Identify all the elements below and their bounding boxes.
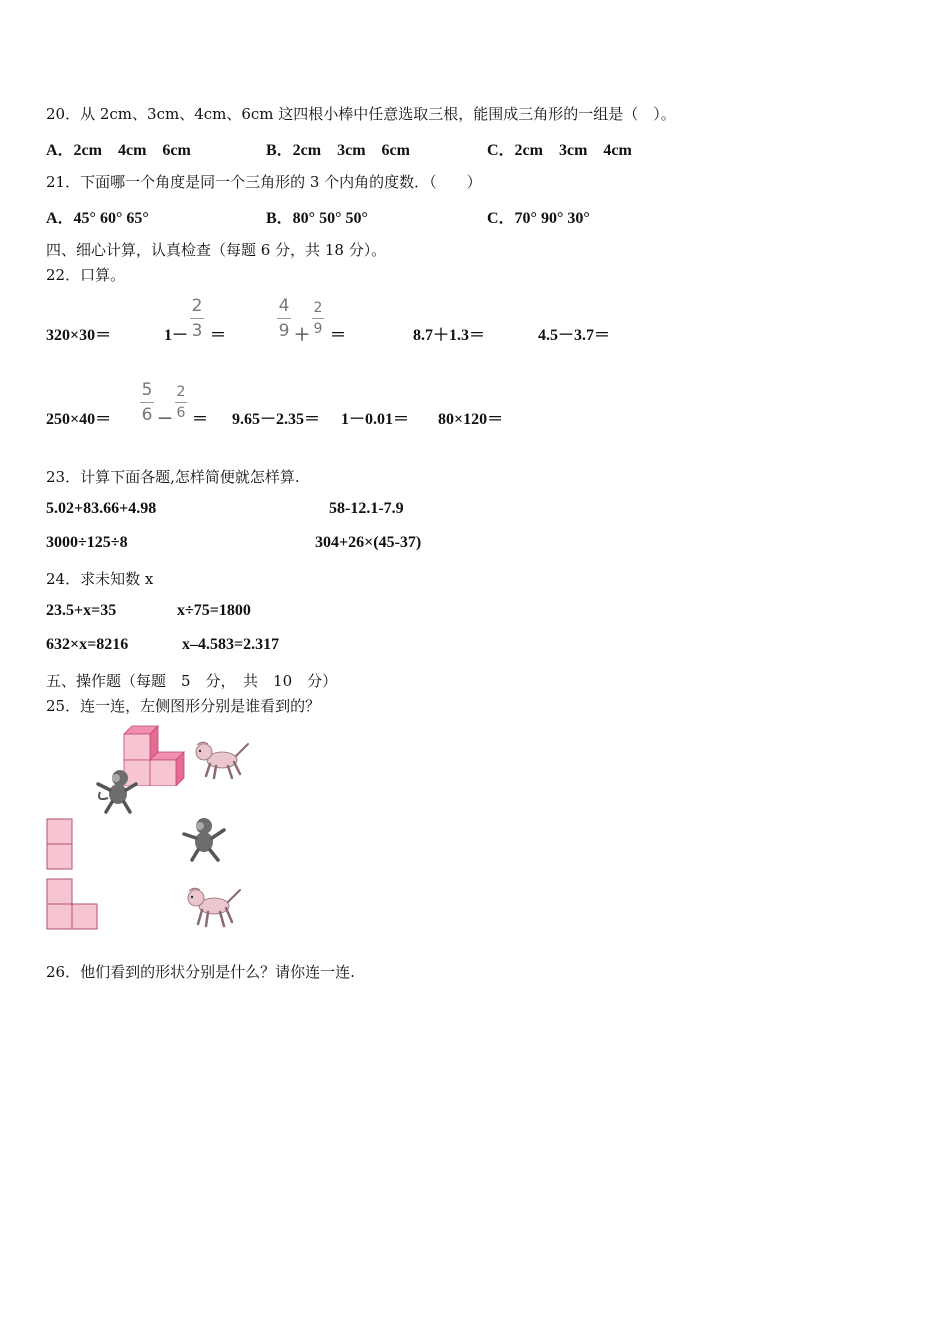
fraction-denominator: 3 xyxy=(191,321,203,341)
monkey-icon[interactable] xyxy=(180,816,228,862)
fraction-denominator: 6 xyxy=(176,405,186,421)
q22-row1-b-fraction xyxy=(190,296,204,341)
side-view-shape-option[interactable] xyxy=(46,878,100,932)
fraction-numerator: 2 xyxy=(191,296,203,316)
q24-stem: 24．求未知数 x xyxy=(46,570,154,588)
q22-row2-e: 80×120＝ xyxy=(438,411,504,428)
q22-row1-c-fraction-1 xyxy=(277,296,291,341)
fraction-denominator: 9 xyxy=(313,321,323,337)
q22-row1-c-plus: ＋ xyxy=(294,327,311,344)
fraction-bar xyxy=(277,318,291,319)
q24-item-4: x–4.583=2.317 xyxy=(182,636,280,653)
q22-row1-b-equals: ＝ xyxy=(210,327,227,344)
fraction-bar xyxy=(190,318,204,319)
q21-stem: 21．下面哪一个角度是同一个三角形的 3 个内角的度数．（ ） xyxy=(46,173,482,191)
fraction-bar xyxy=(140,402,154,403)
fraction-bar xyxy=(175,402,187,403)
fraction-numerator: 2 xyxy=(176,384,186,400)
q22-row1-d: 8.7＋1.3＝ xyxy=(413,327,486,344)
q22-row2-b-minus: － xyxy=(157,411,174,428)
q20-option-a[interactable]: A．2cm 4cm 6cm xyxy=(46,142,191,159)
q20-option-c[interactable]: C．2cm 3cm 4cm xyxy=(487,142,632,159)
q24-item-1: 23.5+x=35 xyxy=(46,602,117,619)
fraction-denominator: 6 xyxy=(141,405,153,425)
q22-row2-b-fraction-2 xyxy=(175,384,187,421)
q23-stem: 23．计算下面各题,怎样简便就怎样算. xyxy=(46,468,300,486)
q24-item-2: x÷75=1800 xyxy=(177,602,251,619)
q22-row1-b-prefix: 1－ xyxy=(164,327,189,344)
section-4-heading: 四、细心计算，认真检查（每题 6 分，共 18 分）。 xyxy=(46,241,387,259)
q21-option-a[interactable]: A．45° 60° 65° xyxy=(46,210,149,227)
q20-stem: 20．从 2cm、3cm、4cm、6cm 这四根小棒中任意选取三根，能围成三角形的一组是（ ）。 xyxy=(46,105,676,123)
q21-option-c[interactable]: C．70° 90° 30° xyxy=(487,210,590,227)
front-view-shape-option[interactable] xyxy=(46,818,74,870)
q22-row2-b-fraction-1 xyxy=(140,380,154,425)
q22-row2-c: 9.65－2.35＝ xyxy=(232,411,321,428)
q22-row1-c-fraction-2 xyxy=(312,300,324,337)
q25-stem: 25．连一连，左侧图形分别是谁看到的？ xyxy=(46,697,321,715)
dog-icon xyxy=(190,738,250,780)
fraction-denominator: 9 xyxy=(278,321,290,341)
monkey-icon xyxy=(94,768,140,814)
q23-item-2: 58-12.1-7.9 xyxy=(329,500,404,517)
fraction-numerator: 2 xyxy=(313,300,323,316)
q22-stem: 22．口算。 xyxy=(46,266,126,284)
q22-row2-b-equals: ＝ xyxy=(192,411,209,428)
q22-row1-e: 4.5－3.7＝ xyxy=(538,327,611,344)
fraction-bar xyxy=(312,318,324,319)
q20-option-b[interactable]: B．2cm 3cm 6cm xyxy=(266,142,410,159)
section-5-heading: 五、操作题（每题 5 分， 共 10 分） xyxy=(46,672,338,690)
fraction-numerator: 5 xyxy=(141,380,153,400)
q22-row1-a: 320×30＝ xyxy=(46,327,112,344)
q23-item-3: 3000÷125÷8 xyxy=(46,534,128,551)
q22-row2-d: 1－0.01＝ xyxy=(341,411,410,428)
q23-item-1: 5.02+83.66+4.98 xyxy=(46,500,157,517)
fraction-numerator: 4 xyxy=(278,296,290,316)
q22-row1-c-equals: ＝ xyxy=(330,327,347,344)
dog-icon[interactable] xyxy=(182,884,242,928)
q22-row2-a: 250×40＝ xyxy=(46,411,112,428)
q24-item-3: 632×x=8216 xyxy=(46,636,129,653)
q26-stem: 26．他们看到的形状分别是什么？请你连一连. xyxy=(46,963,355,981)
q21-option-b[interactable]: B．80° 50° 50° xyxy=(266,210,368,227)
q23-item-4: 304+26×(45-37) xyxy=(315,534,422,551)
